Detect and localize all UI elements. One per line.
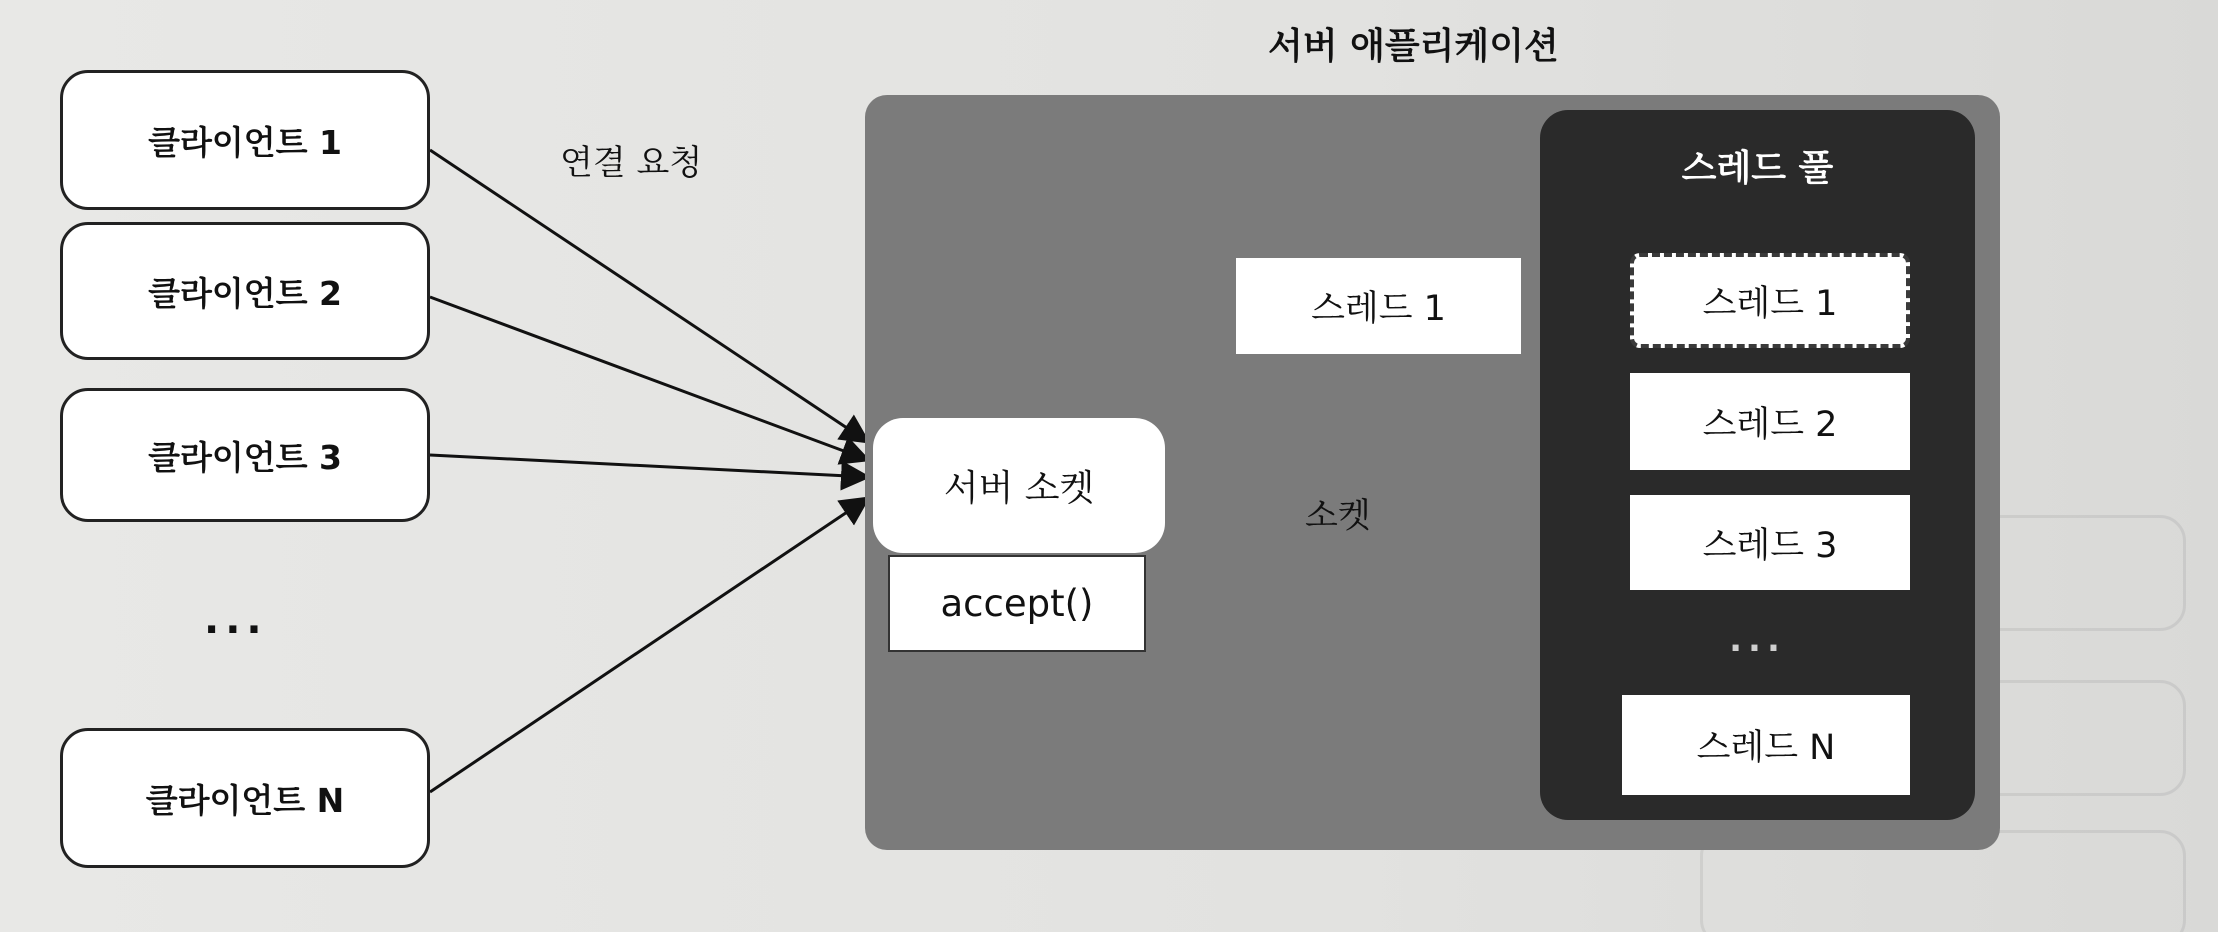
arrow-client-n [430,498,868,792]
thread-pool-ellipsis: ... [1729,620,1786,660]
client-3-label: 클라이언트 3 [148,437,342,477]
client-n-label: 클라이언트 N [145,780,345,820]
thread-pool-container [1540,110,1975,820]
accept-label: accept() [940,582,1094,625]
client-3 [60,388,430,522]
arrow-client-1 [430,150,868,442]
client-n [60,728,430,868]
pool-thread-n [1622,695,1910,795]
pool-thread-1-label: 스레드 1 [1702,283,1838,324]
accept-method-box [888,555,1146,652]
pool-thread-2-label: 스레드 2 [1702,404,1838,445]
active-thread-1 [1236,258,1521,354]
pool-thread-1 [1630,253,1910,348]
pool-thread-3 [1630,495,1910,590]
server-socket-label: 서버 소켓 [943,468,1095,509]
connection-request-label: 연결 요청 [560,143,703,183]
pool-thread-n-label: 스레드 N [1696,728,1836,768]
client-2 [60,222,430,360]
clients-ellipsis: ... [204,597,268,643]
arrow-client-2 [430,297,868,460]
client-1-label: 클라이언트 1 [148,122,342,162]
socket-label: 소켓 [1305,496,1371,536]
arrow-client-3 [430,455,868,477]
server-socket [873,418,1165,553]
thread-pool-title: 스레드 풀 [1681,148,1834,189]
pool-thread-3-label: 스레드 3 [1702,525,1838,566]
client-1 [60,70,430,210]
client-2-label: 클라이언트 2 [148,273,342,313]
server-application-title: 서버 애플리케이션 [1268,26,1559,67]
pool-thread-2 [1630,373,1910,470]
active-thread-1-label: 스레드 1 [1311,289,1446,329]
